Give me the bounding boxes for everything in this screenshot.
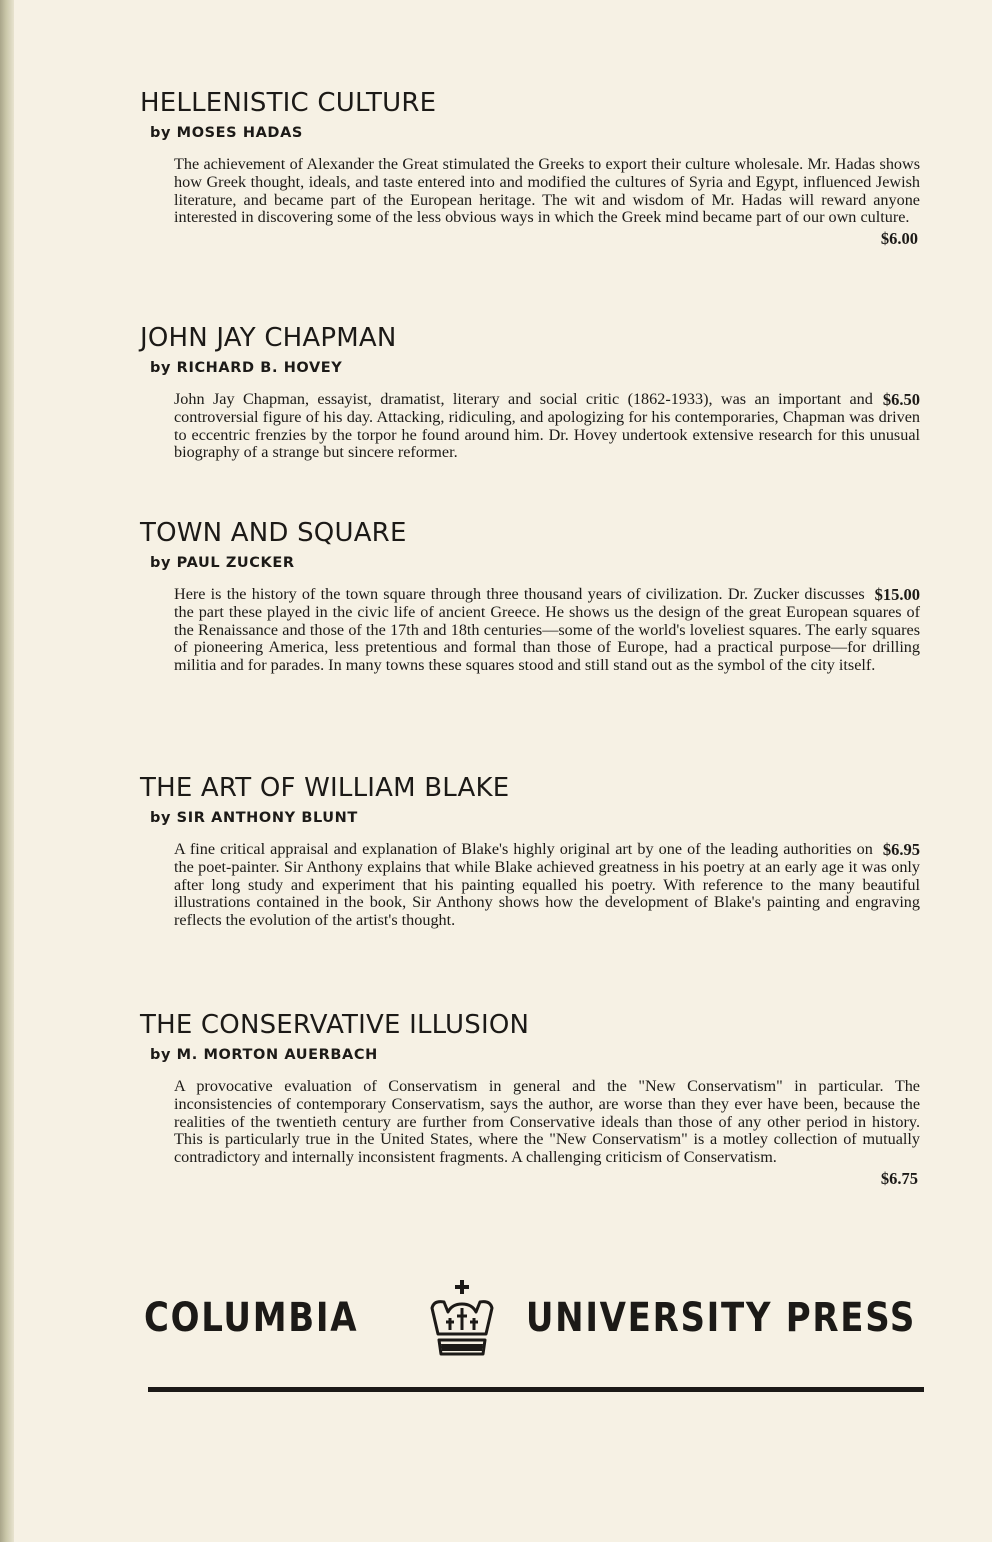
book-author: by RICHARD B. HOVEY — [150, 360, 343, 376]
book-title: TOWN AND SQUARE — [140, 518, 407, 548]
book-description-with-price — [174, 586, 920, 675]
book-title: HELLENISTIC CULTURE — [140, 88, 437, 118]
book-description-with-price — [174, 391, 920, 462]
book-title: JOHN JAY CHAPMAN — [140, 323, 397, 353]
book-author: by MOSES HADAS — [150, 125, 303, 141]
book-description: John Jay Chapman, essayist, dramatist, literary and social critic (1862-1933), was an important and controversial figure of his day. Attacking, ridiculing, and apologizing for his contemporaries, Chapman was driven to eccentric frenzies by the torpor he found around him. Dr. Hovey undertook extensive research for this unusual biography of a strange but sincere reformer. — [174, 390, 920, 462]
book-title: THE CONSERVATIVE ILLUSION — [140, 1010, 530, 1040]
book-entry-town-and-square — [140, 518, 920, 675]
book-price: $6.50 — [882, 390, 920, 409]
book-entry-hellenistic-culture — [140, 88, 920, 249]
book-entry-john-jay-chapman — [140, 323, 920, 462]
publisher-imprint — [140, 1278, 920, 1358]
book-description: Here is the history of the town square through three thousand years of civilization. Dr. Zucker discusses the part these played in the civic life of ancient Greece. He shows us the design of the great European squares of the Renaissance and those of the 17th and 18th centuries—some of the world's loveliest squares. The early squares of pioneering America, less pretentious and formal than those of Europe, had a practical purpose—for drilling militia and for parades. In many towns these squares stood and still stand out as the symbol of the city itself. — [174, 585, 920, 675]
publisher-name-right: UNIVERSITY PRESS — [525, 1295, 916, 1341]
publisher-name-left: COLUMBIA — [144, 1295, 359, 1341]
book-author: by PAUL ZUCKER — [150, 555, 295, 571]
book-price: $6.95 — [882, 840, 920, 859]
book-author: by M. MORTON AUERBACH — [150, 1047, 378, 1063]
book-description: The achievement of Alexander the Great stimulated the Greeks to export their culture wholesale. Mr. Hadas shows how Greek thought, ideals, and taste entered into and modified the cultures of Syria and Egypt, influenced Jewish literature, and became part of the European heritage. The wit and wisdom of Mr. Hadas will reward anyone interested in discovering some of the less obvious ways in which the Greek mind became part of our own culture. — [174, 155, 920, 227]
book-description: A fine critical appraisal and explanation of Blake's highly original art by one of the leading authorities on the poet-painter. Sir Anthony explains that while Blake achieved greatness in his poetry at an early age it was only after long study and experiment that his painting equalled his poetry. With reference to the many beautiful illustrations contained in the book, Sir Anthony shows how the development of Blake's painting and engraving reflects the evolution of the artist's thought. — [174, 840, 920, 930]
book-price: $6.75 — [880, 1168, 918, 1188]
book-price: $6.00 — [880, 229, 918, 249]
book-title: THE ART OF WILLIAM BLAKE — [140, 773, 510, 803]
book-price: $15.00 — [874, 585, 920, 604]
book-description-with-price — [174, 841, 920, 930]
book-entry-art-of-william-blake — [140, 773, 920, 930]
book-entry-conservative-illusion — [140, 1010, 920, 1189]
crown-icon — [426, 1278, 498, 1358]
bottom-rule — [148, 1387, 924, 1392]
book-description: A provocative evaluation of Conservatism in general and the "New Conservatism" in particular. The inconsistencies of contemporary Conservatism, says the author, are worse than they ever have been, because the realities of the twentieth century are further from Conservative ideals than those of any other period in history. This is particularly true in the United States, where the "New Conservatism" is a motley collection of mutually contradictory and internally inconsistent fragments. A challenging criticism of Conservatism. — [174, 1077, 920, 1167]
book-author: by SIR ANTHONY BLUNT — [150, 810, 358, 826]
